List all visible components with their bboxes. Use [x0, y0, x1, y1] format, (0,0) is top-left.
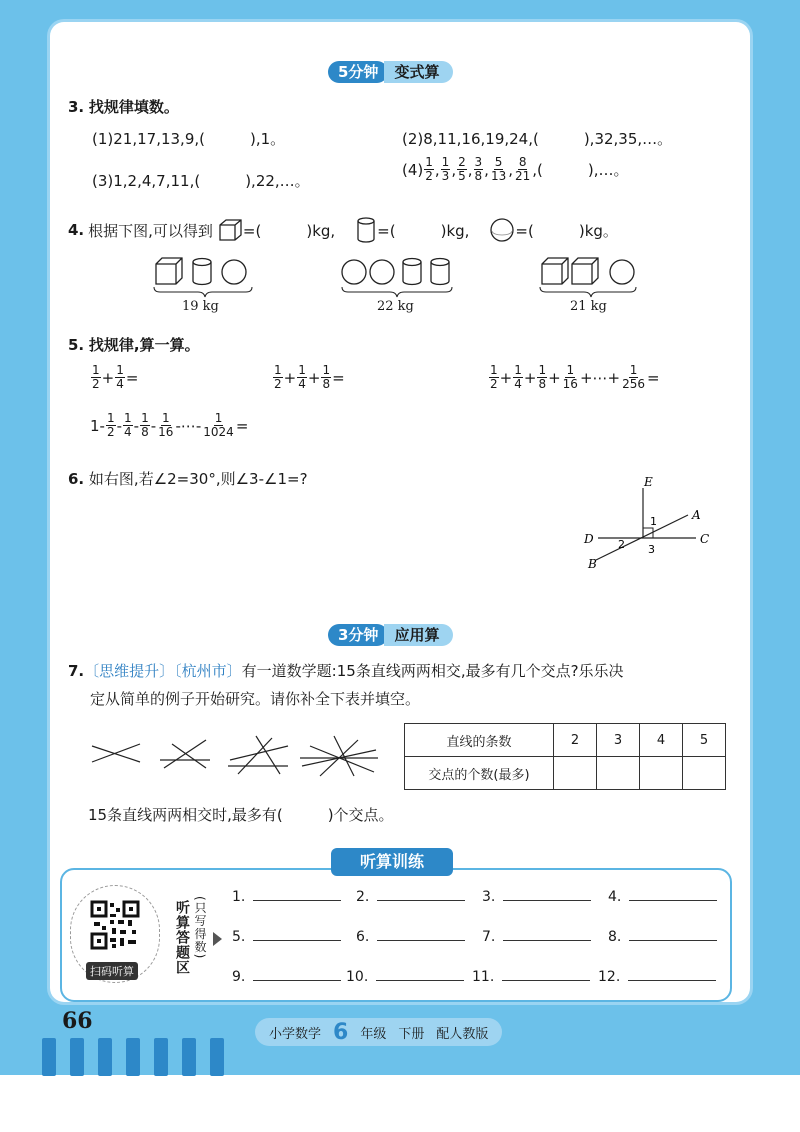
table-row [405, 757, 726, 790]
answer-line[interactable] [253, 888, 341, 901]
angle-diagram [578, 470, 728, 580]
cube-icon [542, 258, 568, 284]
q5-title-text: 找规律,算一算。 [88, 336, 200, 354]
q6-question [68, 468, 308, 489]
q4-cylinder-blank: =( )kg, [377, 221, 470, 240]
sphere-icon [489, 217, 515, 243]
answer-area-label: 听算答题区 [174, 900, 190, 975]
q3-part3: (3)1,2,4,7,11,( ),22,…。 [92, 172, 310, 190]
q3-part1: (1)21,17,13,9,( ),1。 [92, 130, 286, 148]
q3-number: 3. [68, 98, 85, 116]
q3-part4-suffix: ,( ),…。 [532, 161, 629, 179]
answer-line[interactable] [629, 888, 717, 901]
q4-question [68, 216, 618, 244]
sphere-icon [610, 260, 634, 284]
answer-number: 11. [472, 969, 495, 985]
qr-label: 扫码听算 [86, 962, 138, 980]
book-edition: 配人教版 [436, 1026, 489, 1042]
q5-title [68, 334, 200, 355]
cylinder-icon [431, 259, 449, 285]
q3-title-text: 找规律填数。 [88, 98, 179, 116]
fraction: $\frac{1}{256}$ [622, 363, 645, 391]
answer-number: 1. [232, 889, 246, 905]
answer-item-8[interactable] [608, 928, 717, 945]
weight-label-1: 19 kg [182, 299, 219, 314]
answer-item-9[interactable] [232, 968, 341, 985]
page-tab [182, 1038, 196, 1076]
answer-item-4[interactable] [608, 888, 717, 905]
answer-cell[interactable] [597, 757, 640, 790]
q6-number: 6. [68, 470, 85, 488]
q7-answer: 15条直线两两相交时,最多有( )个交点。 [88, 806, 394, 824]
answer-line[interactable] [377, 928, 465, 941]
section-time-badge: 5分钟 [328, 61, 388, 83]
table-header: 交点的个数(最多) [405, 757, 554, 790]
answer-item-11[interactable] [472, 968, 590, 985]
fraction: $\frac{1}{4}$ [514, 363, 522, 391]
section-time-badge: 3分钟 [328, 624, 388, 646]
answer-cell[interactable] [554, 757, 597, 790]
sphere-icon [342, 260, 366, 284]
answer-item-10[interactable] [346, 968, 464, 985]
answer-line[interactable] [629, 928, 717, 941]
book-grade: 年级 [360, 1026, 387, 1042]
answer-number: 4. [608, 889, 622, 905]
q7-number: 7. [68, 662, 85, 680]
table-cell: 5 [683, 724, 726, 757]
answer-number: 12. [598, 969, 621, 985]
answer-cell[interactable] [640, 757, 683, 790]
table-header: 直线的条数 [405, 724, 554, 757]
answer-number: 10. [346, 969, 369, 985]
answer-line[interactable] [503, 888, 591, 901]
label-B: B [588, 557, 597, 571]
table-row [405, 724, 726, 757]
answer-number: 5. [232, 929, 246, 945]
angle-label-2: 2 [618, 538, 625, 551]
fraction: $\frac{5}{13}$ [490, 155, 507, 183]
answer-line[interactable] [376, 968, 464, 981]
book-term: 下册 [398, 1026, 425, 1042]
fraction: $\frac{1}{3}$ [441, 155, 450, 183]
q7-line2: 定从简单的例子开始研究。请你补全下表并填空。 [90, 690, 421, 708]
answer-item-2[interactable] [356, 888, 465, 905]
table-cell: 3 [597, 724, 640, 757]
arrow-right-icon [213, 932, 222, 946]
fraction: $\frac{1}{2}$ [425, 155, 433, 183]
q3-part4-prefix: (4) [402, 160, 424, 179]
fraction: $\frac{1}{8}$ [322, 363, 331, 391]
table-cell: 2 [554, 724, 597, 757]
section-title: 应用算 [384, 624, 453, 646]
answer-number: 2. [356, 889, 370, 905]
answer-item-1[interactable] [232, 888, 341, 905]
cube-icon [217, 217, 243, 243]
page-tab [126, 1038, 140, 1076]
q3-part2: (2)8,11,16,19,24,( ),32,35,…。 [402, 130, 673, 148]
listening-title: 听算训练 [331, 848, 453, 876]
book-subject: 小学数学 [269, 1026, 322, 1042]
cylinder-icon [193, 259, 211, 285]
sphere-icon [370, 260, 394, 284]
page-tab [98, 1038, 112, 1076]
fraction: $\frac{1}{8}$ [141, 411, 149, 439]
answer-line[interactable] [502, 968, 590, 981]
cylinder-icon [403, 259, 421, 285]
fraction: $\frac{1}{2}$ [106, 411, 115, 439]
fraction: $\frac{8}{21}$ [515, 155, 531, 183]
fraction: $\frac{1}{4}$ [124, 411, 132, 439]
answer-number: 6. [356, 929, 370, 945]
fraction: $\frac{1}{4}$ [116, 363, 124, 391]
label-C: C [700, 532, 710, 546]
answer-item-6[interactable] [356, 928, 465, 945]
section-banner-bianshi [328, 60, 453, 84]
q3-title [68, 96, 179, 117]
cube-icon [572, 258, 598, 284]
q4-cube-blank: =( )kg, [242, 221, 336, 240]
lines-illustration [88, 732, 388, 782]
fraction: $\frac{1}{2}$ [274, 363, 282, 391]
angle-label-1: 1 [650, 515, 657, 528]
answer-item-3[interactable] [482, 888, 591, 905]
q7-text-1: 有一道数学题:15条直线两两相交,最多有几个交点?乐乐决 [241, 662, 624, 680]
weight-label-3: 21 kg [570, 299, 607, 314]
section-title: 变式算 [384, 61, 453, 83]
cylinder-icon [355, 216, 377, 244]
fraction: $\frac{1}{8}$ [538, 363, 547, 391]
q6-text: 如右图,若∠2=30°,则∠3-∠1=? [88, 470, 308, 488]
q5-expr-4: 1- $\frac{1}{2}$ - $\frac{1}{4}$ - $\frac{1}{8}$ - $\frac{1}{16}$ -⋯- $\frac{1}{1024}$ = [90, 411, 249, 439]
book-label [255, 1018, 502, 1046]
tag-city: 〔杭州市〕 [174, 662, 242, 680]
section-banner-yingyong [328, 623, 453, 647]
page-tab [70, 1038, 84, 1076]
q5-expr-1: $\frac{1}{2}$ + $\frac{1}{4}$ = [92, 363, 139, 391]
fraction: $\frac{3}{8}$ [474, 155, 483, 183]
page-tab [154, 1038, 168, 1076]
qr-code-icon[interactable] [90, 900, 140, 950]
answer-line[interactable] [377, 888, 465, 901]
q5-expr-2: $\frac{1}{2}$ + $\frac{1}{4}$ + $\frac{1}{8}$ = [274, 363, 345, 391]
answer-number: 8. [608, 929, 622, 945]
label-D: D [584, 532, 594, 546]
q4-sphere-blank: =( )kg。 [515, 221, 618, 240]
answer-number: 9. [232, 969, 246, 985]
answer-cell[interactable] [683, 757, 726, 790]
label-A: A [692, 508, 701, 522]
book-grade-number: 6 [333, 1019, 349, 1045]
fraction: $\frac{1}{16}$ [562, 363, 578, 391]
angle-label-3: 3 [648, 543, 655, 556]
answer-line[interactable] [253, 968, 341, 981]
fraction: $\frac{1}{4}$ [298, 363, 306, 391]
answer-item-5[interactable] [232, 928, 341, 945]
answer-number: 7. [482, 929, 496, 945]
cube-icon [156, 258, 182, 284]
fraction: $\frac{1}{2}$ [92, 363, 100, 391]
q5-expr-3: $\frac{1}{2}$ + $\frac{1}{4}$ + $\frac{1}{8}$ + $\frac{1}{16}$ +⋯+ $\frac{1}{256}$ = [490, 363, 660, 391]
sphere-icon [222, 260, 246, 284]
q4-text: 根据下图,可以得到 [88, 221, 213, 240]
answer-item-7[interactable] [482, 928, 591, 945]
intersection-table [404, 723, 726, 790]
answer-line[interactable] [628, 968, 716, 981]
fraction: $\frac{1}{1024}$ [203, 411, 234, 439]
tag-thinking: 〔思维提升〕 [84, 662, 175, 680]
label-E: E [644, 475, 653, 489]
page-tab [42, 1038, 56, 1076]
answer-line[interactable] [253, 928, 341, 941]
q3-part4: (4) $\frac{1}{2}$ , $\frac{1}{3}$ , $\frac{2}{5}$ , $\frac{3}{8}$ , $\frac{5}{13}$ , $\frac{8}{21}$ ,( ),…。 [402, 155, 629, 183]
q7-line1 [68, 660, 624, 681]
fraction: $\frac{1}{16}$ [158, 411, 174, 439]
q5-number: 5. [68, 336, 85, 354]
fraction: $\frac{1}{2}$ [490, 363, 498, 391]
fraction: $\frac{2}{5}$ [458, 155, 466, 183]
answer-line[interactable] [503, 928, 591, 941]
answer-area-note: (只写得数) [193, 896, 207, 960]
page-number: 66 [62, 1008, 93, 1034]
answer-item-12[interactable] [598, 968, 716, 985]
q4-number: 4. [68, 221, 85, 239]
answer-number: 3. [482, 889, 496, 905]
page-tab [210, 1038, 224, 1076]
table-cell: 4 [640, 724, 683, 757]
weight-label-2: 22 kg [377, 299, 414, 314]
